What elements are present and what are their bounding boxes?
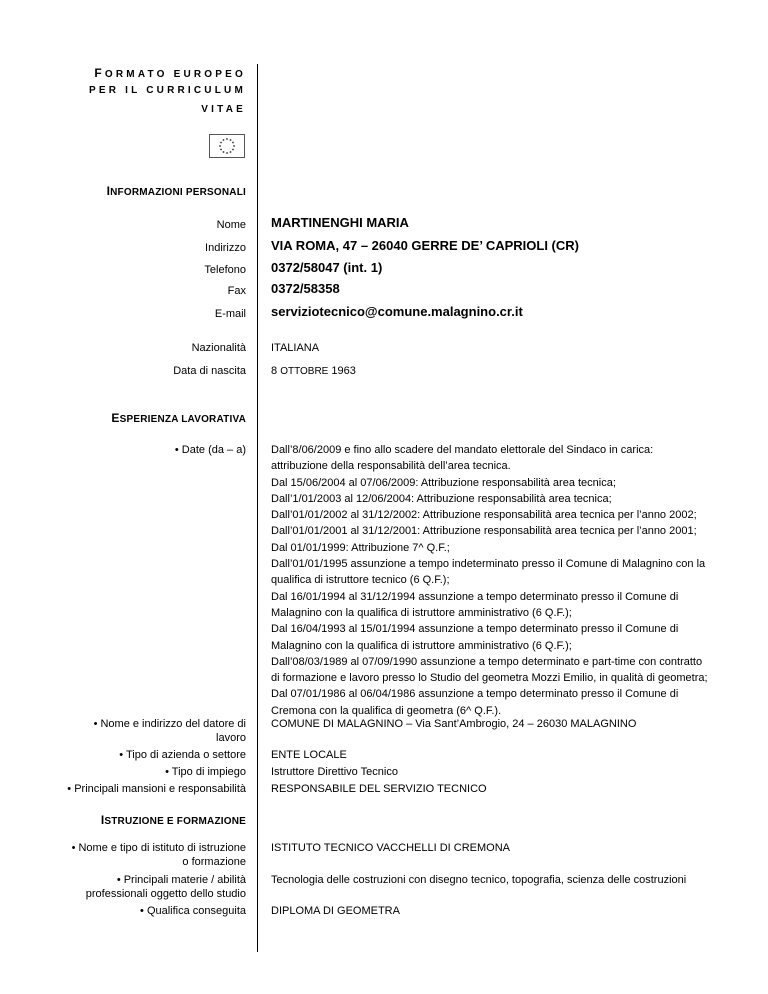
value-sector: ENTE LOCALE <box>271 749 347 761</box>
value-name: MARTINENGHI MARIA <box>271 215 409 230</box>
label-job-type: • Tipo di impiego <box>165 766 246 778</box>
experience-entry: Dall’01/01/2002 al 31/12/2002: Attribuzione responsabilità area tecnica per l’anno 2002; <box>271 509 697 522</box>
label-birth-date: Data di nascita <box>173 365 246 377</box>
label-duties: • Principali mansioni e responsabilità <box>67 783 246 795</box>
value-nationality: ITALIANA <box>271 342 320 354</box>
eu-flag-icon <box>209 134 245 158</box>
section-title-personal: INFORMAZIONI PERSONALI <box>106 184 246 198</box>
label-employer-1: • Nome e indirizzo del datore di <box>93 718 246 730</box>
label-subjects-1: • Principali materie / abilità <box>116 874 246 886</box>
value-job-type: Istruttore Direttivo Tecnico <box>271 766 398 778</box>
experience-entry: Dall’08/03/1989 al 07/09/1990 assunzione a tempo determinato e part-time con contratto di formazione e lavoro presso lo Studio del geometra Mozzi Emilio, in qualità di geometra; <box>271 655 708 685</box>
label-fax: Fax <box>227 285 246 297</box>
experience-entry: Dall’8/06/2009 e fino allo scadere del mandato elettorale del Sindaco in carica: attribuzione della responsabilità dell’area tecnica. <box>271 444 654 473</box>
value-duties: RESPONSABILE DEL SERVIZIO TECNICO <box>271 783 487 795</box>
label-dates: • Date (da – a) <box>174 444 246 456</box>
section-title-education: ISTRUZIONE E FORMAZIONE <box>100 813 246 827</box>
label-institute-2: o formazione <box>182 856 246 868</box>
value-fax: 0372/58358 <box>271 281 340 296</box>
label-phone: Telefono <box>204 264 246 276</box>
label-address: Indirizzo <box>205 242 246 254</box>
label-sector: • Tipo di azienda o settore <box>119 749 246 761</box>
label-email: E-mail <box>214 308 246 320</box>
experience-entry: Dal 15/06/2004 al 07/06/2009: Attribuzione responsabilità area tecnica; <box>271 476 616 489</box>
doc-title-line-2: PER IL CURRICULUM <box>89 85 246 96</box>
value-employer: COMUNE DI MALAGNINO – Via Sant’Ambrogio, 24 – 26030 MALAGNINO <box>271 718 637 730</box>
value-email: serviziotecnico@comune.malagnino.cr.it <box>271 304 523 319</box>
value-institute: ISTITUTO TECNICO VACCHELLI DI CREMONA <box>271 842 510 854</box>
value-subjects: Tecnologia delle costruzioni con disegno tecnico, topografia, scienza delle costruzioni <box>271 874 687 886</box>
value-qualification: DIPLOMA DI GEOMETRA <box>271 905 400 917</box>
label-nationality: Nazionalità <box>191 342 246 354</box>
value-address: VIA ROMA, 47 – 26040 GERRE DE’ CAPRIOLI (CR) <box>271 238 579 253</box>
experience-entry: Dal 16/01/1994 al 31/12/1994 assunzione a tempo determinato presso il Comune di Malagnino con la qualifica di istruttore amministrativo (6 Q.F.); <box>271 590 679 619</box>
value-phone: 0372/58047 (int. 1) <box>271 260 383 275</box>
birth-month: OTTOBRE <box>280 366 329 377</box>
label-subjects-2: professionali oggetto dello studio <box>85 888 246 900</box>
value-birth-date <box>271 363 356 380</box>
label-institute-1: • Nome e tipo di istituto di istruzione <box>71 842 246 854</box>
label-qualification: • Qualifica conseguita <box>140 905 246 917</box>
experience-entry: Dall’1/01/2003 al 12/06/2004: Attribuzione responsabilità area tecnica; <box>271 492 612 505</box>
experience-entry: Dal 01/01/1999: Attribuzione 7^ Q.F.; <box>271 541 450 554</box>
column-divider <box>257 64 258 952</box>
experience-entries <box>271 442 711 719</box>
doc-title-line-3: VITAE <box>201 104 246 115</box>
birth-day: 8 <box>271 365 278 377</box>
birth-year: 1963 <box>331 365 356 377</box>
experience-entry: Dal 16/04/1993 al 15/01/1994 assunzione a tempo determinato presso il Comune di Malagnino con la qualifica di istruttore amministrativo (6 Q.F.); <box>271 623 679 652</box>
label-name: Nome <box>216 219 246 231</box>
doc-title-line-1: FORMATO EUROPEO <box>94 66 246 80</box>
experience-entry: Dal 07/01/1986 al 06/04/1986 assunzione a tempo determinato presso il Comune di Cremona con la qualifica di geometra (6^ Q.F.). <box>271 688 679 717</box>
experience-entry: Dall’01/01/2001 al 31/12/2001: Attribuzione responsabilità area tecnica per l’anno 2001; <box>271 525 697 538</box>
experience-entry: Dall’01/01/1995 assunzione a tempo indeterminato presso il Comune di Malagnino con la qualifica di istruttore tecnico (6 Q.F.); <box>271 558 706 587</box>
section-title-experience: ESPERIENZA LAVORATIVA <box>111 411 246 425</box>
label-employer-2: lavoro <box>216 732 246 744</box>
